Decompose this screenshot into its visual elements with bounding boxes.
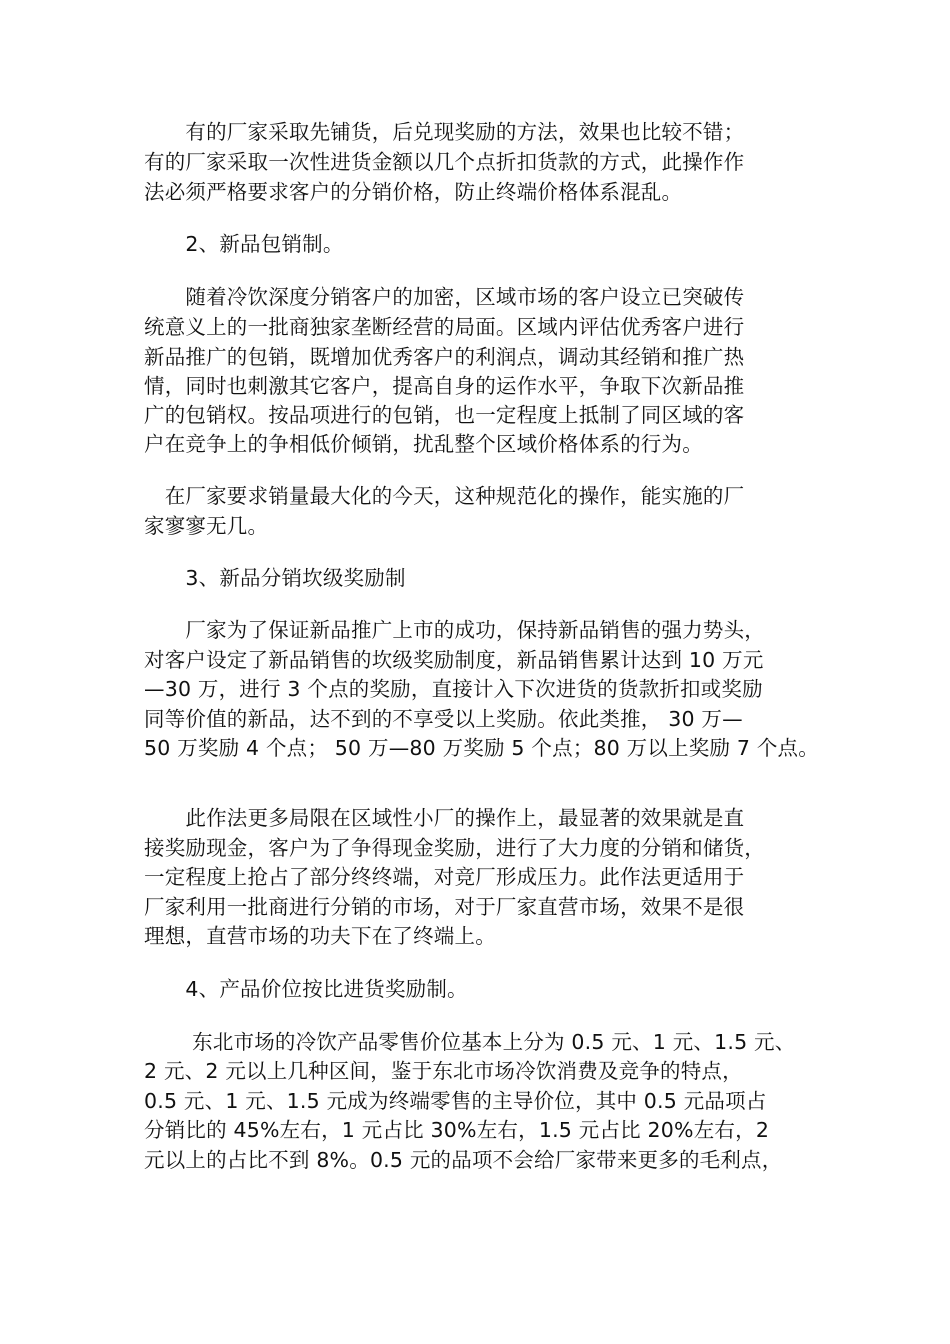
paragraph-2-line-6: 户在竞争上的争相低价倾销，扰乱整个区域价格体系的行为。 bbox=[144, 432, 703, 456]
paragraph-4-line-4: 同等价值的新品，达不到的不享受以上奖励。依此类推， 30 万— bbox=[144, 707, 743, 731]
paragraph-5-line-3: 一定程度上抢占了部分终终端，对竞厂形成压力。此作法更适用于 bbox=[144, 865, 745, 889]
paragraph-1-line-3: 法必须严格要求客户的分销价格，防止终端价格体系混乱。 bbox=[144, 180, 683, 204]
paragraph-4-line-2: 对客户设定了新品销售的坎级奖励制度，新品销售累计达到 10 万元 bbox=[144, 648, 764, 672]
paragraph-6-line-5: 元以上的占比不到 8%。0.5 元的品项不会给厂家带来更多的毛利点， bbox=[144, 1148, 783, 1172]
paragraph-5-line-1: 此作法更多局限在区域性小厂的操作上，最显著的效果就是直 bbox=[144, 806, 745, 830]
paragraph-5-line-4: 厂家利用一批商进行分销的市场，对于厂家直营市场，效果不是很 bbox=[144, 895, 745, 919]
paragraph-3-line-2: 家寥寥无几。 bbox=[144, 514, 269, 538]
paragraph-3-line-1: 在厂家要求销量最大化的今天，这种规范化的操作，能实施的厂 bbox=[144, 484, 745, 508]
paragraph-1-line-2: 有的厂家采取一次性进货金额以几个点折扣货款的方式，此操作作 bbox=[144, 150, 745, 174]
paragraph-4-line-5: 50 万奖励 4 个点； 50 万—80 万奖励 5 个点；80 万以上奖励 7 个点。 bbox=[144, 736, 819, 760]
paragraph-6-line-3: 0.5 元、1 元、1.5 元成为终端零售的主导价位，其中 0.5 元品项占 bbox=[144, 1089, 767, 1113]
paragraph-6-line-4: 分销比的 45%左右，1 元占比 30%左右，1.5 元占比 20%左右，2 bbox=[144, 1118, 770, 1142]
section-heading-3: 3、新品分销坎级奖励制 bbox=[144, 566, 406, 590]
paragraph-6-line-1: 东北市场的冷饮产品零售价位基本上分为 0.5 元、1 元、1.5 元、 bbox=[144, 1030, 796, 1054]
paragraph-4-line-3: —30 万，进行 3 个点的奖励，直接计入下次进货的货款折扣或奖励 bbox=[144, 677, 763, 701]
paragraph-2-line-2: 统意义上的一批商独家垄断经营的局面。区域内评估优秀客户进行 bbox=[144, 315, 745, 339]
paragraph-5-line-2: 接奖励现金，客户为了争得现金奖励，进行了大力度的分销和储货， bbox=[144, 836, 765, 860]
section-heading-2: 2、新品包销制。 bbox=[144, 232, 344, 256]
paragraph-1-line-1: 有的厂家采取先铺货，后兑现奖励的方法，效果也比较不错； bbox=[144, 120, 745, 144]
section-heading-4: 4、产品价位按比进货奖励制。 bbox=[144, 977, 468, 1001]
paragraph-2-line-5: 广的包销权。按品项进行的包销，也一定程度上抵制了同区域的客 bbox=[144, 403, 745, 427]
paragraph-6-line-2: 2 元、2 元以上几种区间，鉴于东北市场冷饮消费及竞争的特点， bbox=[144, 1059, 743, 1083]
paragraph-2-line-1: 随着冷饮深度分销客户的加密，区域市场的客户设立已突破传 bbox=[144, 285, 745, 309]
paragraph-2-line-4: 情，同时也刺激其它客户，提高自身的运作水平，争取下次新品推 bbox=[144, 374, 745, 398]
paragraph-2-line-3: 新品推广的包销，既增加优秀客户的利润点，调动其经销和推广热 bbox=[144, 345, 745, 369]
paragraph-4-line-1: 厂家为了保证新品推广上市的成功，保持新品销售的强力势头， bbox=[144, 618, 765, 642]
paragraph-5-line-5: 理想，直营市场的功夫下在了终端上。 bbox=[144, 924, 496, 948]
